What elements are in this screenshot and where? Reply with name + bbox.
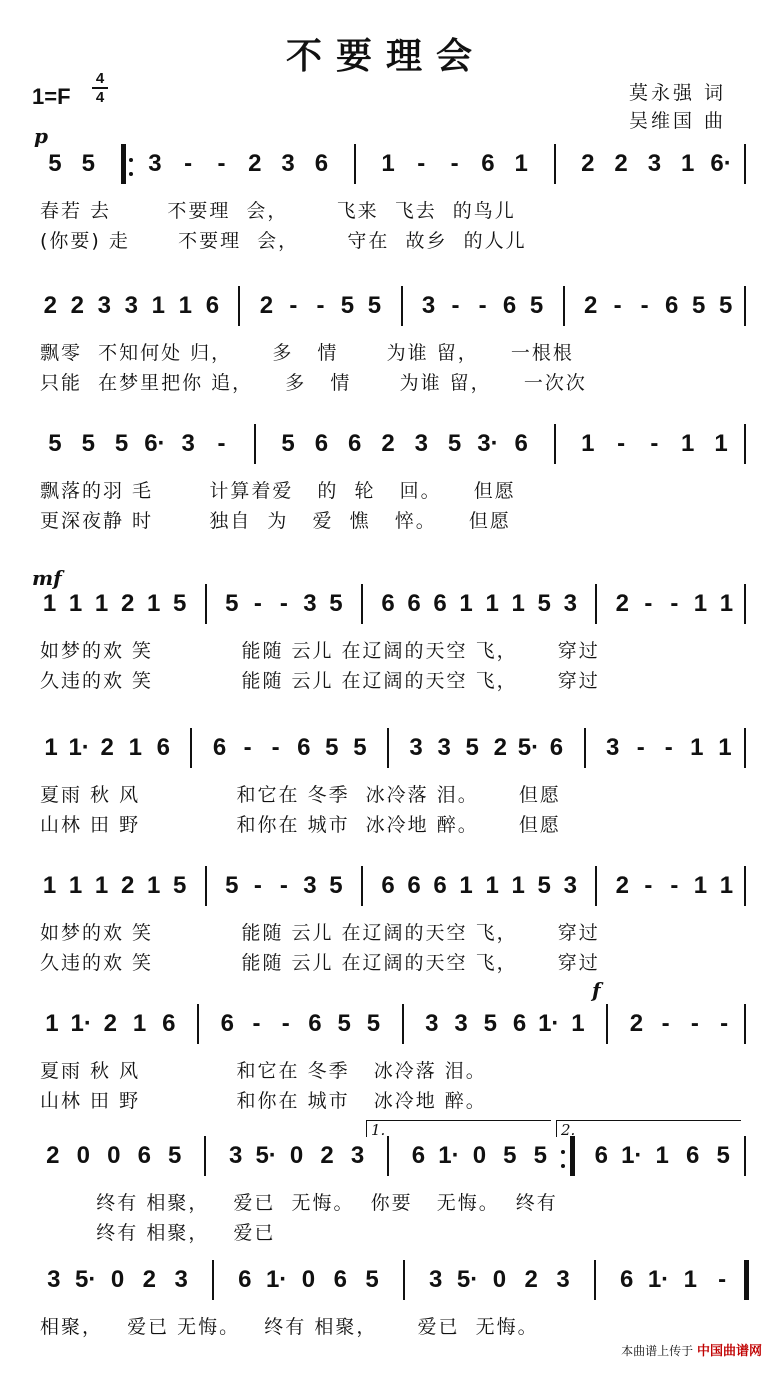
note: 1 — [655, 1142, 669, 1169]
note: 3 — [425, 1010, 439, 1037]
dash-extension: - — [613, 292, 622, 319]
note: 5 — [503, 1142, 517, 1169]
note: 5 — [168, 1142, 182, 1169]
note: 2 — [320, 1142, 334, 1169]
lyric-verse-1: 终有 相聚， 爱已 无悔。 你要 无悔。 终有 — [40, 1192, 558, 1214]
dash-extension: - — [450, 150, 459, 177]
dash-extension: - — [617, 430, 626, 457]
note: 1 — [681, 430, 695, 457]
bar-line — [744, 286, 746, 326]
lyric-verse-1: 飘零 不知何处 归， 多 情 为谁 留， 一根根 — [40, 342, 574, 364]
note: 6 — [481, 150, 495, 177]
bar-line — [361, 584, 363, 624]
dash-extension: - — [661, 1010, 670, 1037]
lyric-verse-2: (你要) 走 不要理 会， 守在 故乡 的人儿 — [40, 230, 527, 252]
note: 1 — [94, 872, 109, 899]
note: 6 — [407, 872, 421, 899]
note: 0 — [289, 1142, 304, 1169]
note: 0 — [301, 1266, 316, 1293]
note: 1 — [44, 734, 58, 761]
note: 1· — [647, 1266, 670, 1293]
note: 1· — [438, 1142, 460, 1169]
note: 3 — [47, 1266, 61, 1293]
note: 3 — [414, 430, 428, 457]
note: 3 — [556, 1266, 570, 1293]
note: 3 — [421, 292, 436, 319]
note: 2 — [103, 1010, 118, 1037]
system-5 — [0, 724, 772, 864]
note: 0 — [492, 1266, 507, 1293]
note: 5 — [329, 590, 343, 617]
note: 1 — [42, 590, 57, 617]
bar-line — [554, 424, 556, 464]
note: 3 — [429, 1266, 443, 1293]
note: 1 — [714, 430, 728, 457]
bar-line — [744, 1136, 746, 1176]
note: 6 — [549, 734, 564, 761]
note: 2 — [524, 1266, 538, 1293]
notes-line — [30, 734, 746, 764]
dash-extension: - — [281, 1010, 290, 1037]
note: 1· — [70, 1010, 92, 1037]
note: 5· — [75, 1266, 97, 1293]
lyric-verse-1: 夏雨 秋 风 和它在 冬季 冰冷落 泪。 — [40, 1060, 487, 1082]
system-9 — [0, 1256, 772, 1396]
note: 3 — [281, 150, 295, 177]
note: 5 — [81, 430, 95, 457]
note: 3 — [174, 1266, 188, 1293]
note: 5 — [716, 1142, 730, 1169]
note: 1· — [68, 734, 90, 761]
system-2 — [0, 282, 772, 422]
note: 3 — [437, 734, 451, 761]
note: 6 — [512, 1010, 527, 1037]
note: 0 — [76, 1142, 90, 1169]
note: 2 — [493, 734, 507, 761]
note: 5 — [337, 1010, 351, 1037]
note: 1· — [621, 1142, 643, 1169]
note: 5 — [692, 292, 706, 319]
bar-line — [606, 1004, 608, 1044]
note: 5 — [281, 430, 295, 457]
note: 5· — [517, 734, 540, 761]
note: 5 — [533, 1142, 548, 1169]
notes-line — [30, 430, 746, 460]
dash-extension: - — [640, 292, 649, 319]
note: 5 — [325, 734, 339, 761]
dash-extension: - — [670, 872, 679, 899]
system-7 — [0, 1000, 772, 1140]
note: 2 — [142, 1266, 157, 1293]
note: 2 — [381, 430, 395, 457]
dash-extension: - — [664, 734, 673, 761]
note: 6 — [333, 1266, 347, 1293]
note: 3 — [181, 430, 195, 457]
bar-line — [401, 286, 403, 326]
bar-line — [387, 1136, 389, 1176]
lyric-verse-2: 终有 相聚， 爱已 — [40, 1222, 276, 1244]
dash-extension: - — [316, 292, 325, 319]
note: 1 — [693, 872, 708, 899]
repeat-dot — [561, 1150, 565, 1154]
dash-extension: - — [644, 872, 653, 899]
time-signature-bottom: 4 — [95, 89, 105, 106]
note: 5· — [255, 1142, 277, 1169]
note: 2 — [46, 1142, 60, 1169]
note: 1 — [146, 872, 161, 899]
note: 5 — [173, 872, 187, 899]
dash-extension: - — [636, 734, 645, 761]
lyric-verse-2: 山林 田 野 和你在 城市 冰冷地 醉。 但愿 — [40, 814, 561, 836]
bar-line — [744, 424, 746, 464]
dash-extension: - — [690, 1010, 699, 1037]
dash-extension: - — [217, 150, 226, 177]
note: 5 — [366, 1010, 381, 1037]
bar-line — [354, 144, 356, 184]
note: 3 — [409, 734, 423, 761]
note: 5 — [719, 292, 733, 319]
note: 1 — [381, 150, 395, 177]
bar-line — [254, 424, 256, 464]
bar-line — [584, 728, 586, 768]
note: 6 — [220, 1010, 234, 1037]
note: 2 — [120, 590, 135, 617]
dash-extension: - — [478, 292, 487, 319]
note: 6 — [619, 1266, 634, 1293]
repeat-bar — [121, 144, 126, 184]
note: 6 — [411, 1142, 426, 1169]
dynamic-p: p — [34, 124, 48, 148]
note: 1 — [511, 872, 525, 899]
note: 6 — [162, 1010, 176, 1037]
note: 6· — [144, 430, 166, 457]
note: 1 — [151, 292, 166, 319]
note: 1· — [538, 1010, 560, 1037]
note: 5 — [225, 590, 239, 617]
note: 1 — [719, 590, 734, 617]
note: 3 — [97, 292, 111, 319]
bar-line — [190, 728, 192, 768]
note: 3 — [605, 734, 620, 761]
note: 6 — [297, 734, 311, 761]
bar-line — [594, 1260, 596, 1300]
note: 6 — [238, 1266, 252, 1293]
notes-line — [30, 590, 746, 620]
lyric-verse-1: 相聚， 爱已 无悔。 终有 相聚， 爱已 无悔。 — [40, 1316, 539, 1338]
note: 6 — [433, 590, 447, 617]
note: 1 — [132, 1010, 147, 1037]
note: 5 — [529, 292, 544, 319]
note: 2 — [248, 150, 262, 177]
bar-line — [744, 144, 746, 184]
lyric-verse-1: 如梦的欢 笑 能随 云儿 在辽阔的天空 飞， 穿过 — [40, 640, 600, 662]
lyric-verse-2: 只能 在梦里把你 追， 多 情 为谁 留， 一次次 — [40, 372, 587, 394]
note: 6 — [156, 734, 171, 761]
lyric-verse-2: 山林 田 野 和你在 城市 冰冷地 醉。 — [40, 1090, 487, 1112]
dynamic-mf: mf — [32, 566, 62, 590]
note: 1 — [514, 150, 528, 177]
note: 3 — [350, 1142, 365, 1169]
note: 6 — [665, 292, 679, 319]
note: 1 — [693, 590, 708, 617]
note: 2 — [629, 1010, 644, 1037]
repeat-dot — [129, 158, 133, 162]
note: 2 — [100, 734, 114, 761]
note: 1 — [719, 872, 734, 899]
note: 5 — [537, 590, 551, 617]
note: 1· — [265, 1266, 288, 1293]
bar-line — [204, 1136, 206, 1176]
note: 1 — [94, 590, 109, 617]
system-1 — [0, 140, 772, 280]
dynamic-f: f — [592, 978, 601, 1002]
notes-line — [30, 292, 746, 322]
note: 3 — [563, 872, 577, 899]
bar-line — [744, 584, 746, 624]
repeat-bar — [570, 1136, 575, 1176]
dash-extension: - — [644, 590, 653, 617]
note: 6 — [381, 590, 395, 617]
bar-line — [212, 1260, 214, 1300]
lyric-verse-2: 久违的欢 笑 能随 云儿 在辽阔的天空 飞， 穿过 — [40, 952, 600, 974]
volta-first: 1. — [366, 1120, 551, 1137]
system-3 — [0, 420, 772, 560]
dash-extension: - — [718, 1266, 727, 1293]
note: 5 — [365, 1266, 379, 1293]
dash-extension: - — [720, 1010, 729, 1037]
note: 5 — [537, 872, 551, 899]
note: 3 — [563, 590, 577, 617]
lyric-verse-1: 夏雨 秋 风 和它在 冬季 冰冷落 泪。 但愿 — [40, 784, 561, 806]
key-signature: 1=F — [32, 84, 71, 109]
system-4 — [0, 580, 772, 720]
bar-line — [205, 584, 207, 624]
bar-line — [361, 866, 363, 906]
system-8 — [0, 1132, 772, 1272]
lyric-verse-1: 春若 去 不要理 会， 飞来 飞去 的鸟儿 — [40, 200, 516, 222]
note: 5 — [353, 734, 367, 761]
song-title: 不要理会 — [285, 36, 486, 77]
note: 1 — [68, 872, 83, 899]
note: 5· — [456, 1266, 479, 1293]
note: 2 — [581, 150, 595, 177]
dash-extension: - — [243, 734, 252, 761]
time-signature — [92, 70, 108, 106]
note: 1 — [68, 590, 83, 617]
repeat-dot — [129, 172, 133, 176]
note: 1 — [485, 872, 499, 899]
note: 5 — [447, 430, 462, 457]
note: 1 — [511, 590, 525, 617]
note: 3 — [228, 1142, 243, 1169]
note: 5 — [329, 872, 343, 899]
note: 5 — [114, 430, 129, 457]
lyric-verse-1: 如梦的欢 笑 能随 云儿 在辽阔的天空 飞， 穿过 — [40, 922, 600, 944]
note: 3 — [303, 590, 317, 617]
note: 5 — [483, 1010, 497, 1037]
note: 3 — [303, 872, 317, 899]
site-logo: 中国曲谱网 — [696, 1344, 762, 1359]
note: 1 — [690, 734, 704, 761]
note: 6 — [685, 1142, 700, 1169]
note: 2 — [70, 292, 84, 319]
notes-line — [30, 1142, 746, 1172]
bar-line — [403, 1260, 405, 1300]
lyric-verse-2: 更深夜静 时 独自 为 爱 憔 悴。 但愿 — [40, 510, 511, 532]
note: 2 — [615, 590, 629, 617]
note: 2 — [615, 872, 629, 899]
note: 1 — [178, 292, 193, 319]
dash-extension: - — [417, 150, 426, 177]
lyric-verse-1: 飘落的羽 毛 计算着爱 的 轮 回。 但愿 — [40, 480, 516, 502]
bar-line — [554, 144, 556, 184]
note: 1 — [128, 734, 142, 761]
note: 2 — [120, 872, 135, 899]
note: 0 — [107, 1142, 121, 1169]
notes-line — [30, 1266, 746, 1296]
note: 2 — [43, 292, 57, 319]
bar-line — [595, 584, 597, 624]
repeat-dot — [561, 1164, 565, 1168]
note: 0 — [472, 1142, 487, 1169]
note: 3 — [148, 150, 162, 177]
bar-line — [402, 1004, 404, 1044]
note: 1 — [681, 150, 695, 177]
dash-extension: - — [252, 1010, 261, 1037]
note: 6· — [710, 150, 732, 177]
bar-line — [238, 286, 240, 326]
note: 1 — [459, 872, 473, 899]
note: 6 — [433, 872, 447, 899]
volta-second: 2. — [556, 1120, 741, 1137]
note: 0 — [110, 1266, 125, 1293]
notes-line — [30, 872, 746, 902]
note: 6 — [381, 872, 395, 899]
lyric-verse-2: 久违的欢 笑 能随 云儿 在辽阔的天空 飞， 穿过 — [40, 670, 600, 692]
note: 5 — [225, 872, 239, 899]
dash-extension: - — [670, 590, 679, 617]
note: 1 — [459, 590, 473, 617]
note: 6 — [314, 430, 329, 457]
footer — [621, 1340, 762, 1359]
note: 5 — [173, 590, 187, 617]
dash-extension: - — [289, 292, 298, 319]
note: 3 — [124, 292, 138, 319]
dash-extension: - — [217, 430, 226, 457]
note: 6 — [594, 1142, 608, 1169]
note: 6 — [502, 292, 517, 319]
note: 6 — [205, 292, 220, 319]
note: 5 — [340, 292, 355, 319]
dash-extension: - — [271, 734, 280, 761]
dash-extension: - — [253, 590, 262, 617]
bar-line — [744, 1004, 746, 1044]
note: 2 — [614, 150, 628, 177]
note: 6 — [514, 430, 528, 457]
note: 6 — [407, 590, 421, 617]
bar-line — [595, 866, 597, 906]
note: 6 — [314, 150, 329, 177]
note: 6 — [308, 1010, 322, 1037]
note: 6 — [348, 430, 362, 457]
note: 1 — [45, 1010, 59, 1037]
note: 2 — [583, 292, 598, 319]
note: 5 — [48, 150, 62, 177]
dash-extension: - — [451, 292, 460, 319]
notes-line — [30, 1010, 746, 1040]
note: 1 — [683, 1266, 697, 1293]
composer: 吴维国 曲 — [628, 110, 726, 132]
note: 3 — [647, 150, 662, 177]
bar-line — [563, 286, 565, 326]
note: 6 — [212, 734, 227, 761]
note: 5 — [81, 150, 95, 177]
dash-extension: - — [253, 872, 262, 899]
note: 6 — [137, 1142, 151, 1169]
dash-extension: - — [650, 430, 659, 457]
bar-line — [197, 1004, 199, 1044]
note: 1 — [485, 590, 499, 617]
bar-line — [387, 728, 389, 768]
note: 1 — [581, 430, 595, 457]
dash-extension: - — [184, 150, 193, 177]
notes-line — [30, 150, 746, 180]
note: 5 — [48, 430, 62, 457]
system-6 — [0, 862, 772, 1002]
bar-line — [744, 866, 746, 906]
dash-extension: - — [279, 590, 288, 617]
note: 5 — [465, 734, 479, 761]
lyricist: 莫永强 词 — [628, 82, 726, 104]
time-signature-top: 4 — [95, 70, 105, 87]
note: 2 — [259, 292, 274, 319]
bar-line — [205, 866, 207, 906]
bar-line — [744, 728, 746, 768]
note: 1 — [42, 872, 57, 899]
note: 3· — [477, 430, 499, 457]
note: 3 — [454, 1010, 468, 1037]
note: 1 — [146, 590, 161, 617]
dash-extension: - — [279, 872, 288, 899]
note: 1 — [718, 734, 732, 761]
footer-text: 本曲谱上传于 — [621, 1344, 694, 1358]
final-bar — [744, 1260, 749, 1300]
note: 1 — [571, 1010, 585, 1037]
note: 5 — [367, 292, 382, 319]
